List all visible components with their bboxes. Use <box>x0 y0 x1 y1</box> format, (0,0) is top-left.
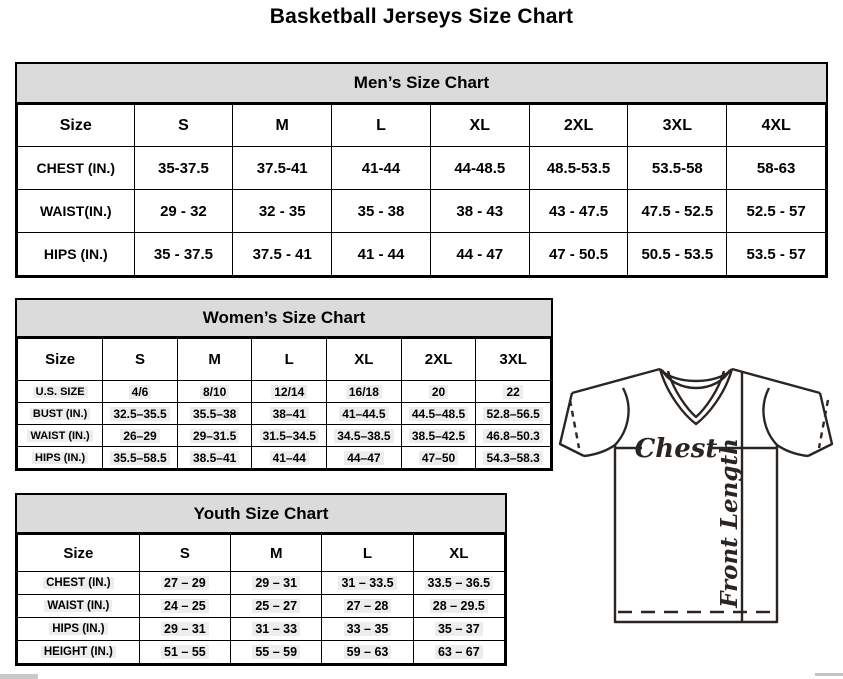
table-cell: 27 – 28 <box>322 595 413 618</box>
table-cell: 34.5–38.5 <box>327 425 402 447</box>
table-cell: 4/6 <box>103 381 178 403</box>
table-cell: 43 - 47.5 <box>529 190 628 233</box>
womens-size-chart-block <box>15 298 553 471</box>
column-header: 4XL <box>727 105 826 147</box>
chest-label: Chest <box>634 434 718 464</box>
column-header: XL <box>413 535 504 572</box>
table-cell: 46.8–50.3 <box>476 425 551 447</box>
table-cell: 35.5–58.5 <box>103 447 178 469</box>
table-cell: 44-48.5 <box>430 147 529 190</box>
row-label: WAIST (IN.) <box>18 425 103 447</box>
column-header: S <box>134 105 233 147</box>
table-cell: 52.5 - 57 <box>727 190 826 233</box>
column-header: XL <box>327 339 402 381</box>
table-cell: 51 – 55 <box>139 641 230 664</box>
table-cell: 37.5-41 <box>233 147 332 190</box>
table-cell: 29–31.5 <box>177 425 252 447</box>
table-cell: 52.8–56.5 <box>476 403 551 425</box>
column-header: XL <box>430 105 529 147</box>
table-cell: 35-37.5 <box>134 147 233 190</box>
table-cell: 32 - 35 <box>233 190 332 233</box>
size-corner-cell: Size <box>18 105 135 147</box>
table-cell: 12/14 <box>252 381 327 403</box>
table-row <box>18 595 505 618</box>
table-cell: 38 - 43 <box>430 190 529 233</box>
table-row <box>18 447 551 469</box>
table-cell: 38–41 <box>252 403 327 425</box>
size-corner-cell: Size <box>18 339 103 381</box>
size-header-row <box>18 105 826 147</box>
row-label: HEIGHT (IN.) <box>18 641 140 664</box>
table-cell: 37.5 - 41 <box>233 233 332 276</box>
row-label: WAIST(IN.) <box>18 190 135 233</box>
mens-size-table <box>17 104 826 276</box>
table-row <box>18 618 505 641</box>
table-cell: 20 <box>401 381 476 403</box>
table-cell: 28 – 29.5 <box>413 595 504 618</box>
jersey-left-armhole-seam <box>615 388 629 445</box>
table-row <box>18 190 826 233</box>
jersey-right-armhole-seam <box>763 388 777 445</box>
column-header: 2XL <box>401 339 476 381</box>
column-header: S <box>103 339 178 381</box>
table-cell: 24 – 25 <box>139 595 230 618</box>
womens-chart-title: Women’s Size Chart <box>17 300 551 338</box>
table-cell: 53.5-58 <box>628 147 727 190</box>
jersey-right-shoulder <box>732 369 820 393</box>
page-title: Basketball Jerseys Size Chart <box>269 5 574 28</box>
row-label: HIPS (IN.) <box>18 233 135 276</box>
table-cell: 44.5–48.5 <box>401 403 476 425</box>
jersey-body-outline <box>615 445 777 622</box>
row-label: U.S. SIZE <box>18 381 103 403</box>
table-cell: 31 – 33 <box>231 618 322 641</box>
table-row <box>18 147 826 190</box>
table-cell: 53.5 - 57 <box>727 233 826 276</box>
table-cell: 16/18 <box>327 381 402 403</box>
column-header: M <box>233 105 332 147</box>
column-header: 2XL <box>529 105 628 147</box>
table-cell: 41–44.5 <box>327 403 402 425</box>
table-cell: 55 – 59 <box>231 641 322 664</box>
table-cell: 29 – 31 <box>139 618 230 641</box>
row-label: CHEST (IN.) <box>18 572 140 595</box>
table-cell: 26–29 <box>103 425 178 447</box>
table-cell: 48.5-53.5 <box>529 147 628 190</box>
youth-size-chart-block <box>15 493 507 666</box>
table-row <box>18 425 551 447</box>
table-row <box>18 572 505 595</box>
table-cell: 29 - 32 <box>134 190 233 233</box>
table-row <box>18 381 551 403</box>
jersey-measurement-diagram <box>556 356 842 666</box>
size-header-row <box>18 535 505 572</box>
table-cell: 63 – 67 <box>413 641 504 664</box>
jersey-left-sleeve-outline <box>560 393 584 456</box>
table-row <box>18 641 505 664</box>
row-label: CHEST (IN.) <box>18 147 135 190</box>
table-cell: 31 – 33.5 <box>322 572 413 595</box>
mens-chart-title: Men’s Size Chart <box>17 64 826 104</box>
table-cell: 44–47 <box>327 447 402 469</box>
table-cell: 8/10 <box>177 381 252 403</box>
table-cell: 29 – 31 <box>231 572 322 595</box>
front-length-label: Front Length <box>716 438 743 608</box>
table-row <box>18 233 826 276</box>
column-header: S <box>139 535 230 572</box>
table-cell: 41 - 44 <box>332 233 431 276</box>
table-cell: 35 - 38 <box>332 190 431 233</box>
jersey-left-shoulder <box>572 369 660 393</box>
table-cell: 47 - 50.5 <box>529 233 628 276</box>
table-cell: 47–50 <box>401 447 476 469</box>
column-header: M <box>177 339 252 381</box>
table-cell: 25 – 27 <box>231 595 322 618</box>
size-header-row <box>18 339 551 381</box>
row-label: HIPS (IN.) <box>18 447 103 469</box>
table-cell: 38.5–41 <box>177 447 252 469</box>
table-cell: 44 - 47 <box>430 233 529 276</box>
row-label: HIPS (IN.) <box>18 618 140 641</box>
size-corner-cell: Size <box>18 535 140 572</box>
table-cell: 33 – 35 <box>322 618 413 641</box>
table-cell: 35 - 37.5 <box>134 233 233 276</box>
table-cell: 50.5 - 53.5 <box>628 233 727 276</box>
column-header: L <box>332 105 431 147</box>
table-cell: 59 – 63 <box>322 641 413 664</box>
column-header: M <box>231 535 322 572</box>
jersey-left-underarm <box>584 445 615 456</box>
table-cell: 33.5 – 36.5 <box>413 572 504 595</box>
table-cell: 41–44 <box>252 447 327 469</box>
table-cell: 27 – 29 <box>139 572 230 595</box>
row-label: BUST (IN.) <box>18 403 103 425</box>
column-header: L <box>252 339 327 381</box>
table-cell: 41-44 <box>332 147 431 190</box>
horizontal-scrollbar-fragment-right[interactable] <box>815 673 843 676</box>
table-cell: 31.5–34.5 <box>252 425 327 447</box>
table-cell: 38.5–42.5 <box>401 425 476 447</box>
mens-size-chart-block <box>15 62 828 278</box>
youth-chart-title: Youth Size Chart <box>17 495 505 534</box>
column-header: L <box>322 535 413 572</box>
row-label: WAIST (IN.) <box>18 595 140 618</box>
womens-size-table <box>17 338 551 469</box>
jersey-right-underarm <box>777 445 808 456</box>
table-cell: 58-63 <box>727 147 826 190</box>
table-cell: 32.5–35.5 <box>103 403 178 425</box>
table-cell: 47.5 - 52.5 <box>628 190 727 233</box>
jersey-left-cuff-dashes <box>570 400 579 448</box>
horizontal-scrollbar-fragment-left[interactable] <box>0 674 38 679</box>
table-cell: 35.5–38 <box>177 403 252 425</box>
column-header: 3XL <box>476 339 551 381</box>
table-cell: 35 – 37 <box>413 618 504 641</box>
table-row <box>18 403 551 425</box>
column-header: 3XL <box>628 105 727 147</box>
table-cell: 54.3–58.3 <box>476 447 551 469</box>
table-cell: 22 <box>476 381 551 403</box>
youth-size-table <box>17 534 505 664</box>
